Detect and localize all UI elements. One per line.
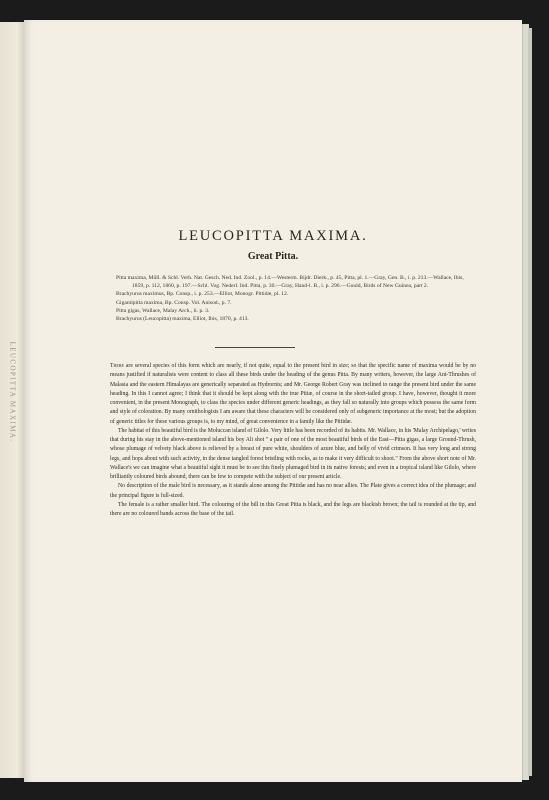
synonymy-entry: Gigantipitta maxima, Bp. Consp. Vol. Anisod., p. 7. (116, 299, 232, 306)
spine-label-text: LEUCOPITTA MAXIMA. (8, 341, 16, 443)
paragraph-1-text: are several species of this form which are nearly, if not quite, equal to the present bird in size; so that the specific name of maxima would be by no means justified if naturalists were content to class all these birds under the heading of the genus Pitta. By many writers, however, the large Ant-Thrushes of Malasia and the eastern Himalayas are generically separated as Hydrornis; and Mr. George Robert Gray was inclined to range the present bird under the same heading. In this I cannot agree; I think that it should be kept along with the true Pittæ, of course in the short-tailed group. I have, however, thought it more convenient, in the present Monograph, to class the species under different generic headings, as they fall so naturally into groups which possess the same form and style of coloration. By many ornithologists I am aware that these characters will be considered only of subgeneric importance at the most; but the adoption of generic titles for these various groups is, to my mind, of great convenience in a family like the Pittidæ. (110, 363, 476, 425)
paragraph-opening-word: There (110, 363, 124, 369)
page-edge-strip (528, 28, 532, 776)
synonymy-entry: Brachyurus (Leucopitta) maxima, Elliot, Ibis, 1870, p. 413. (116, 316, 249, 323)
paragraph-2: The habitat of this beautiful bird is the Moluccan island of Gilolo. Very little has been recorded of its habits. Mr. Wallace, in his 'Malay Archipelago,' writes that during his stay in the above-mentioned island his boy Ali shot " a pair of one of the most beautiful birds of the East—Pitta gigas, a large Ground-Thrush, whose plumage of velvety black above is relieved by a breast of pure white, shoulders of azure blue, and belly of vivid crimson. It has very long and strong legs, and hops about with such activity, in the dense tangled forest bristling with rocks, as to make it very difficult to shoot." From the above short note of Mr. Wallace's we can imagine what a beautiful sight it must be to see this finely plumaged bird in its native forests; and even in a tropical island like Gilolo, where brilliantly coloured birds abound, there can be few to compete with the subject of our present article. (110, 427, 476, 480)
body-text (110, 362, 476, 519)
paragraph-1 (110, 362, 476, 427)
page-subtitle: Great Pitta. (247, 251, 299, 262)
paragraph-4: The female is a rather smaller bird. The colouring of the bill in this Great Pitta is black, and the legs are blackish brown; the tail is rounded at the tip, and there are no coloured bands across the base of the tail. (110, 501, 476, 517)
page-title: LEUCOPITTA MAXIMA. (178, 228, 368, 244)
synonymy-entry: Pitta gigas, Wallace, Malay Arch., ii. p. 3. (116, 307, 210, 314)
spine-label (0, 322, 24, 462)
previous-page-edge (0, 22, 25, 778)
synonymy-list (116, 274, 476, 323)
book-page (24, 20, 522, 782)
synonymy-entry: Pitta maxima, Müll. & Schl. Verh. Nat. Gesch. Ned. Ind. Zool., p. 14.—Westerm. Bijdr. Dierk., p. 45, Pitta, pl. 1.—Gray, Gen. B., i. p. 213.—Wallace, Ibis, 1859, p. 112, 1860, p. 197.—Schl. Vog. Nederl. Ind. Pitta, p. 30.—Gray, Hand-l. B., i. p. 296.—Gould, Birds of New Guinea, part 2. (116, 275, 464, 290)
section-divider (215, 347, 295, 348)
synonymy-entry: Brachyurus maximus, Bp. Consp., i. p. 253.—Elliot, Monogr. Pittidæ, pl. 12. (116, 291, 289, 298)
paragraph-3: No description of the male bird is necessary, as it stands alone among the Pittidæ and has no near allies. The Plate gives a correct idea of the plumage; and the principal figure is full-sized. (110, 483, 476, 499)
